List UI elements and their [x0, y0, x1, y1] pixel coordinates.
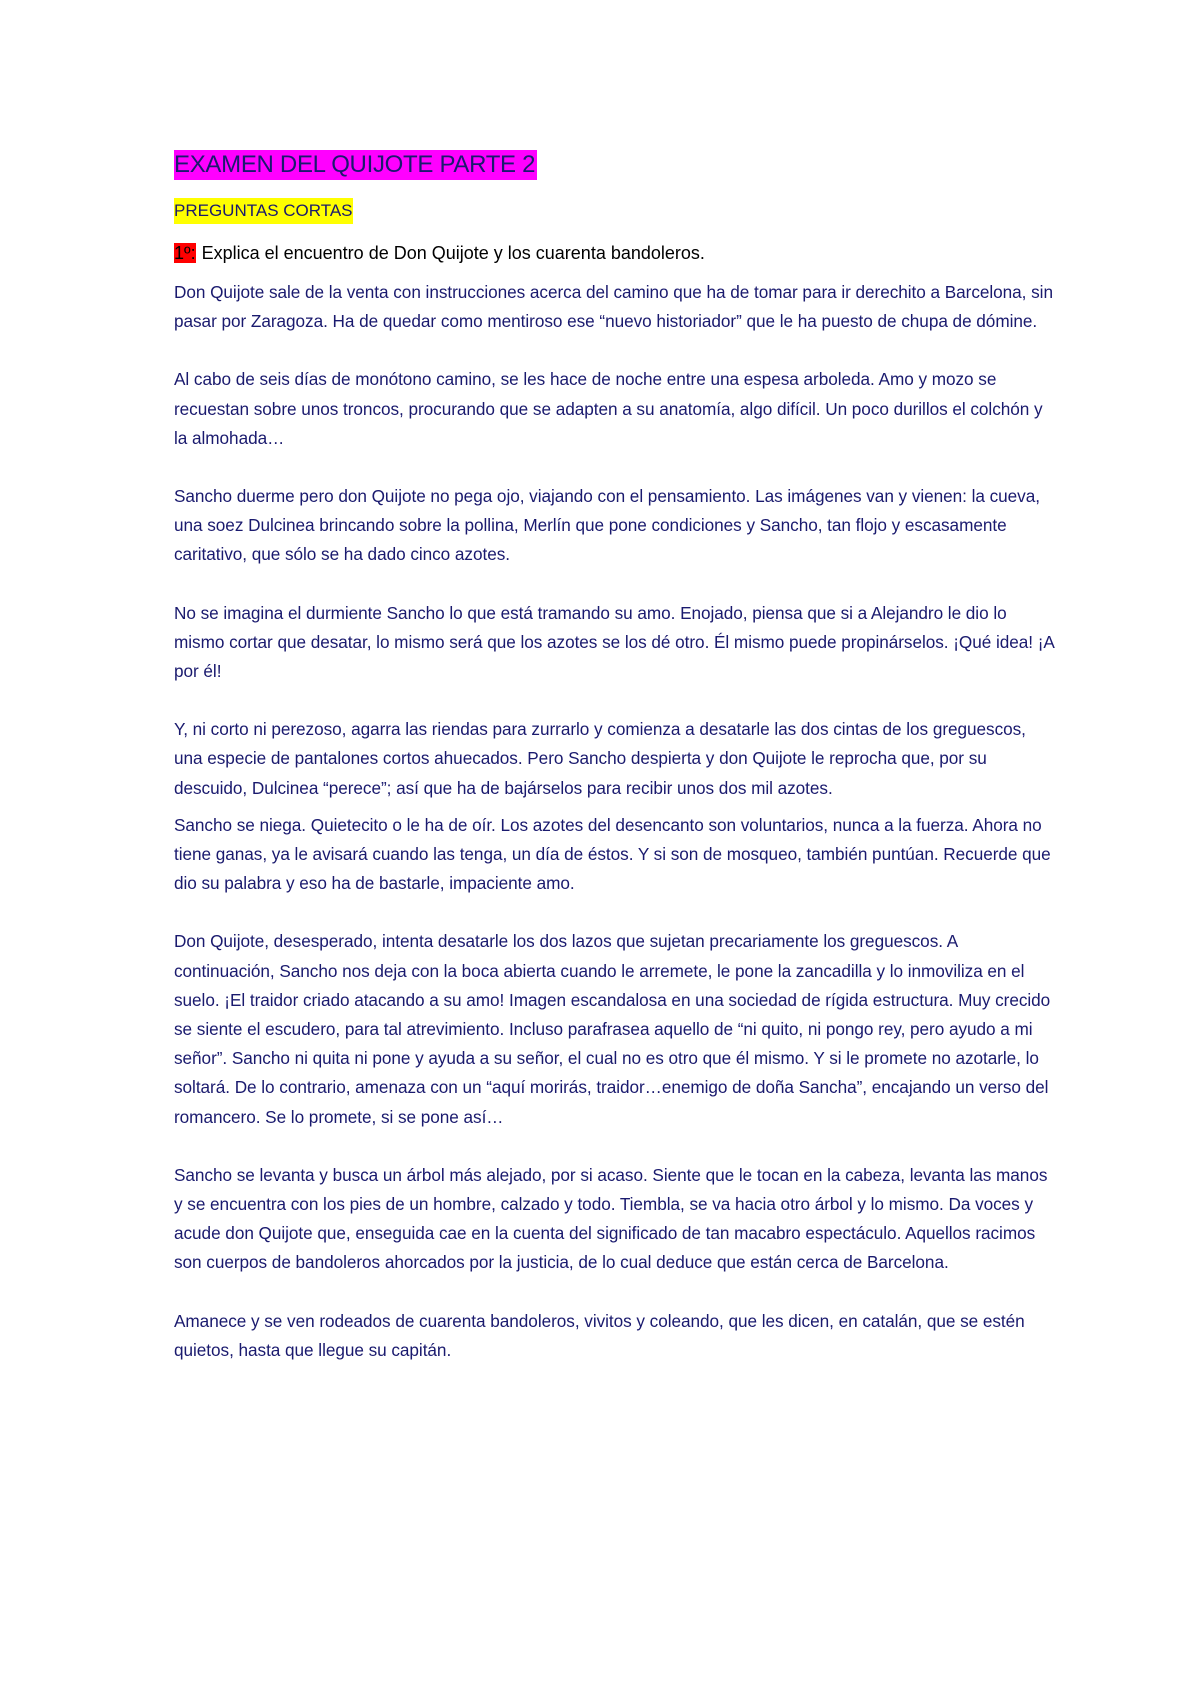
question-text: Explica el encuentro de Don Quijote y los cuarenta bandoleros.	[201, 243, 705, 263]
section-heading: PREGUNTAS CORTAS	[174, 198, 353, 224]
blank-line	[174, 898, 1054, 927]
blank-line	[174, 686, 1054, 715]
paragraph-6: Sancho se niega. Quietecito o le ha de oír. Los azotes del desencanto son voluntarios, nunca a la fuerza. Ahora no tiene ganas, ya le avisará cuando las tenga, un día de éstos. Y si son de mosqueo, también puntúan. Recuerde que dio su palabra y eso ha de bastarle, impaciente amo.	[174, 814, 1051, 894]
paragraph-8: Sancho se levanta y busca un árbol más alejado, por si acaso. Siente que le tocan en la cabeza, levanta las manos y se encuentra con los pies de un hombre, calzado y todo. Tiembla, se va hacia otro árbol y lo mismo. Da voces y acude don Quijote que, enseguida cae en la cuenta del significado de tan macabro espectáculo. Aquellos racimos son cuerpos de bandoleros ahorcados por la justicia, de lo cual deduce que están cerca de Barcelona.	[174, 1164, 1048, 1273]
paragraph-7: Don Quijote, desesperado, intenta desatarle los dos lazos que sujetan precariamente los greguescos. A continuación, Sancho nos deja con la boca abierta cuando le arremete, le pone la zancadilla y lo inmoviliza en el suelo. ¡El traidor criado atacando a su amo! Imagen escandalosa en una sociedad de rígida estructura. Muy crecido se siente el escudero, para tal atrevimiento. Incluso parafrasea aquello de “ni quito, ni pongo rey, pero ayudo a mi señor”. Sancho ni quita ni pone y ayuda a su señor, el cual no es otro que él mismo. Y si le promete no azotarle, lo soltará. De lo contrario, amenaza con un “aquí morirás, traidor…enemigo de doña Sancha”, encajando un verso del romancero. Se lo promete, si se pone así…	[174, 931, 1051, 1127]
blank-line	[174, 453, 1054, 482]
paragraph-1: Don Quijote sale de la venta con instrucciones acerca del camino que ha de tomar para ir derechito a Barcelona, sin pasar por Zaragoza. Ha de quedar como mentiroso ese “nuevo historiador” que le ha puesto de chupa de dómine.	[174, 282, 1053, 332]
paragraph-2: Al cabo de seis días de monótono camino, se les hace de noche entre una espesa arboleda. Amo y mozo se recuestan sobre unos troncos, procurando que se adapten a su anatomía, algo difícil. Un poco durillos el colchón y la almohada…	[174, 369, 1043, 448]
paragraph-5: Y, ni corto ni perezoso, agarra las riendas para zurrarlo y comienza a desatarle las dos cintas de los greguescos, una especie de pantalones cortos ahuecados. Pero Sancho despierta y don Quijote le reprocha que, por su descuido, Dulcinea “perece”; así que ha de bajárselos para recibir unos dos mil azotes.	[174, 719, 1026, 798]
document-page	[174, 150, 1054, 1365]
paragraph-4: No se imagina el durmiente Sancho lo que está tramando su amo. Enojado, piensa que si a Alejandro le dio lo mismo cortar que desatar, lo mismo será que los azotes se los dé otro. Él mismo puede propinárselos. ¡Qué idea! ¡A por él!	[174, 602, 1054, 682]
blank-line	[174, 336, 1054, 365]
question-line	[174, 240, 1054, 266]
blank-line	[174, 1132, 1054, 1161]
document-title: EXAMEN DEL QUIJOTE PARTE 2	[174, 151, 536, 178]
subtitle-row	[174, 198, 1054, 224]
title-row	[174, 150, 1054, 180]
paragraph-3: Sancho duerme pero don Quijote no pega ojo, viajando con el pensamiento. Las imágenes van y vienen: la cueva, una soez Dulcinea brincando sobre la pollina, Merlín que pone condiciones y Sancho, tan flojo y escasamente caritativo, que sólo se ha dado cinco azotes.	[174, 486, 1040, 565]
blank-line	[174, 570, 1054, 599]
question-number: 1º:	[174, 243, 196, 263]
paragraph-9: Amanece y se ven rodeados de cuarenta bandoleros, vivitos y coleando, que les dicen, en catalán, que se estén quietos, hasta que llegue su capitán.	[174, 1310, 1025, 1360]
paragraph-spacing	[174, 803, 1054, 811]
blank-line	[174, 1278, 1054, 1307]
